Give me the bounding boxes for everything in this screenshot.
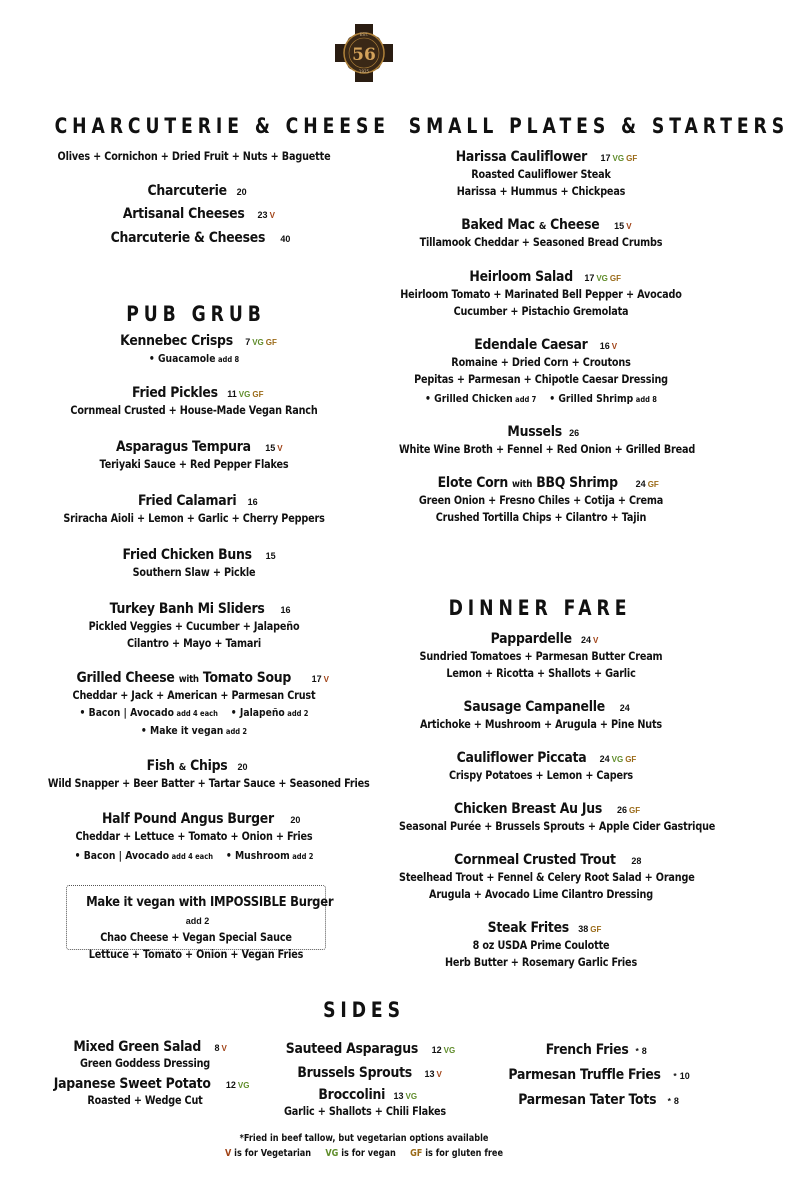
item-price: 24 bbox=[581, 635, 592, 645]
menu-item-trout bbox=[372, 851, 710, 903]
addon-price: add 4 each bbox=[176, 709, 218, 718]
item-name-connector: & bbox=[539, 221, 547, 232]
item-price: 40 bbox=[280, 234, 291, 244]
menu-item-elote bbox=[372, 474, 710, 526]
addon-row: • Make it vegan add 2 bbox=[140, 724, 248, 737]
vegan-tag: VG bbox=[252, 338, 264, 347]
item-name-part: Grilled Cheese bbox=[76, 670, 175, 686]
item-description: Pickled Veggies + Cucumber + Jalapeño bbox=[88, 619, 300, 633]
menu-item-mussels bbox=[372, 423, 710, 458]
legend-gf: GF bbox=[410, 1148, 423, 1159]
menu-item-burger bbox=[20, 810, 368, 865]
gluten-free-tag: GF bbox=[625, 755, 637, 764]
small-plates-heading: SMALL PLATES & STARTERS bbox=[408, 114, 789, 138]
charcuterie-heading: CHARCUTERIE & CHEESE bbox=[54, 114, 390, 138]
item-description: Roasted + Wedge Cut bbox=[87, 1093, 203, 1107]
addon-price: add 8 bbox=[218, 355, 240, 364]
vegan-tag: VG bbox=[596, 274, 608, 283]
menu-item-fish-chips bbox=[20, 757, 368, 792]
addon-price: add 7 bbox=[515, 395, 537, 404]
menu-item-piccata bbox=[372, 749, 710, 784]
item-price: 10 bbox=[679, 1071, 690, 1081]
item-name: Pappardelle bbox=[490, 631, 572, 647]
small-plates-section bbox=[372, 148, 710, 526]
menu-item-chicken-breast bbox=[372, 800, 716, 835]
item-description: Cheddar + Jack + American + Parmesan Crust bbox=[72, 688, 316, 702]
addon-label: Jalapeño bbox=[239, 706, 285, 719]
vegan-tag: VG bbox=[405, 1092, 418, 1101]
menu-item-calamari bbox=[20, 492, 368, 527]
addon-label: Grilled Chicken bbox=[434, 392, 513, 405]
addon-label: Make it vegan bbox=[150, 724, 224, 737]
item-name-connector: with bbox=[512, 479, 533, 490]
vegan-tag: VG bbox=[238, 390, 251, 399]
addon-price: add 4 each bbox=[171, 852, 213, 861]
side-sweet-potato bbox=[40, 1075, 250, 1108]
item-price: 16 bbox=[280, 605, 291, 615]
item-description: Crushed Tortilla Chips + Cilantro + Tajin bbox=[435, 510, 647, 524]
item-name: Charcuterie bbox=[147, 183, 228, 199]
item-name-part: Cheese bbox=[550, 217, 600, 233]
item-description: Tillamook Cheddar + Seasoned Bread Crumbs bbox=[419, 235, 663, 249]
item-price: add 2 bbox=[185, 916, 210, 926]
asterisk: * bbox=[667, 1096, 671, 1106]
item-name-part: Baked Mac bbox=[461, 217, 536, 233]
item-price: 16 bbox=[599, 341, 610, 351]
item-name: Chicken Breast Au Jus bbox=[453, 801, 602, 817]
item-name: Parmesan Truffle Fries bbox=[508, 1067, 661, 1083]
sides-middle-column bbox=[260, 1038, 470, 1119]
side-broccolini bbox=[260, 1086, 470, 1119]
footnote-fried: *Fried in beef tallow, but vegetarian options available bbox=[239, 1133, 489, 1144]
item-price: 15 bbox=[614, 221, 625, 231]
item-description: White Wine Broth + Fennel + Red Onion + Grilled Bread bbox=[399, 442, 696, 456]
item-description: Arugula + Avocado Lime Cilantro Dressing bbox=[429, 887, 653, 901]
item-name bbox=[438, 475, 618, 491]
item-price: 13 bbox=[424, 1069, 435, 1079]
item-name: French Fries bbox=[545, 1042, 629, 1058]
item-name: Mussels bbox=[507, 424, 562, 440]
sides-right-column bbox=[488, 1038, 698, 1113]
item-price: 38 bbox=[578, 924, 589, 934]
vegetarian-tag: V bbox=[323, 675, 329, 684]
gluten-free-tag: GF bbox=[626, 154, 638, 163]
side-brussels bbox=[260, 1062, 470, 1086]
item-name: Sausage Campanelle bbox=[463, 699, 606, 715]
menu-item-harissa bbox=[372, 148, 710, 200]
item-price: 12 bbox=[431, 1045, 442, 1055]
item-description: Sriracha Aioli + Lemon + Garlic + Cherry Peppers bbox=[63, 511, 325, 525]
item-price: 15 bbox=[265, 551, 276, 561]
item-price: 8 bbox=[641, 1046, 647, 1056]
menu-item-kennebec bbox=[20, 332, 368, 368]
gluten-free-tag: GF bbox=[647, 480, 659, 489]
item-description: Sundried Tomatoes + Parmesan Butter Cream bbox=[419, 649, 663, 663]
logo-year: 1925 bbox=[358, 69, 370, 74]
menu-item-pickles bbox=[20, 384, 368, 419]
item-name: Heirloom Salad bbox=[469, 269, 573, 285]
item-price: 13 bbox=[393, 1091, 404, 1101]
vegan-tag: VG bbox=[611, 755, 624, 764]
item-description: Lemon + Ricotta + Shallots + Garlic bbox=[446, 666, 636, 680]
vegan-tag: VG bbox=[443, 1046, 456, 1055]
pub-grub-heading: PUB GRUB bbox=[126, 302, 266, 326]
item-name: Mixed Green Salad bbox=[73, 1039, 202, 1055]
item-name: Fried Calamari bbox=[138, 493, 237, 509]
item-name: Steak Frites bbox=[487, 920, 569, 936]
item-description: Cheddar + Lettuce + Tomato + Onion + Fries bbox=[75, 829, 313, 843]
item-price: 24 bbox=[635, 479, 646, 489]
menu-item bbox=[20, 227, 368, 250]
item-name: Artisanal Cheeses bbox=[122, 206, 245, 222]
gluten-free-tag: GF bbox=[265, 338, 277, 347]
item-description: Garlic + Shallots + Chili Flakes bbox=[284, 1104, 446, 1118]
item-name: Fried Chicken Buns bbox=[122, 547, 253, 563]
logo-est: EST. bbox=[359, 32, 369, 37]
vegan-tag: VG bbox=[237, 1081, 250, 1090]
item-price: 24 bbox=[619, 703, 630, 713]
impossible-burger bbox=[66, 893, 334, 963]
menu-item-asparagus-tempura bbox=[20, 438, 368, 473]
menu-item-caesar bbox=[372, 336, 710, 408]
item-name: Kennebec Crisps bbox=[120, 333, 234, 349]
menu-item-heirloom bbox=[372, 268, 710, 320]
item-name: Half Pound Angus Burger bbox=[101, 811, 274, 827]
item-name: Charcuterie & Cheeses bbox=[110, 230, 265, 246]
item-price: 26 bbox=[616, 805, 627, 815]
logo-number: 56 bbox=[352, 45, 376, 65]
sides-heading: SIDES bbox=[323, 998, 405, 1022]
item-price: 17 bbox=[600, 153, 611, 163]
menu-item-steak-frites bbox=[372, 919, 710, 971]
vegetarian-tag: V bbox=[269, 211, 275, 220]
menu-item-sausage bbox=[372, 698, 710, 733]
asterisk: * bbox=[635, 1046, 639, 1056]
menu-item-grilled-cheese bbox=[20, 669, 368, 740]
item-name: Asparagus Tempura bbox=[116, 439, 252, 455]
addon-label: Mushroom bbox=[234, 849, 290, 862]
vegan-tag: VG bbox=[612, 154, 625, 163]
item-name: Sauteed Asparagus bbox=[285, 1041, 418, 1057]
side-mixed-salad bbox=[40, 1038, 250, 1071]
item-description: Heirloom Tomato + Marinated Bell Pepper + Avocado bbox=[400, 287, 682, 301]
footnote-legend bbox=[223, 1146, 505, 1161]
item-price: 28 bbox=[631, 856, 642, 866]
item-description: Lettuce + Tomato + Onion + Vegan Fries bbox=[88, 947, 304, 961]
dinner-fare-section bbox=[372, 630, 716, 971]
item-description: Seasonal Purée + Brussels Sprouts + Apple Cider Gastrique bbox=[399, 819, 716, 833]
item-description: Cilantro + Mayo + Tamari bbox=[126, 636, 262, 650]
restaurant-logo bbox=[333, 22, 395, 84]
item-price: 24 bbox=[599, 754, 610, 764]
menu-item-chicken-buns bbox=[20, 546, 368, 581]
item-name bbox=[77, 670, 292, 686]
addon-label: Guacamole bbox=[157, 352, 216, 365]
addon-price: add 8 bbox=[635, 395, 657, 404]
addon-label: Grilled Shrimp bbox=[558, 392, 634, 405]
side-truffle-fries bbox=[488, 1063, 698, 1088]
menu-item-pappardelle bbox=[372, 630, 710, 682]
item-name-part: Fish bbox=[147, 758, 176, 774]
item-price: 20 bbox=[237, 762, 248, 772]
item-description: Crispy Potatoes + Lemon + Capers bbox=[448, 768, 634, 782]
item-price: 11 bbox=[227, 389, 237, 399]
item-name: Turkey Banh Mi Sliders bbox=[110, 601, 265, 617]
legend-vg: VG bbox=[325, 1148, 339, 1159]
item-name: Parmesan Tater Tots bbox=[518, 1092, 657, 1108]
asterisk: * bbox=[673, 1071, 677, 1081]
item-name-part: Elote Corn bbox=[437, 475, 509, 491]
item-description: Chao Cheese + Vegan Special Sauce bbox=[100, 930, 292, 944]
item-name-part: BBQ Shrimp bbox=[536, 475, 619, 491]
item-price: 8 bbox=[214, 1043, 220, 1053]
item-name-connector: & bbox=[179, 762, 187, 773]
item-price: 26 bbox=[569, 428, 580, 438]
item-description: Green Onion + Fresno Chiles + Cotija + Crema bbox=[418, 493, 664, 507]
vegetarian-tag: V bbox=[626, 222, 632, 231]
vegetarian-tag: V bbox=[593, 636, 599, 645]
gluten-free-tag: GF bbox=[590, 925, 602, 934]
addon-row: • Bacon | Avocado add 4 each • Jalapeño add 2 bbox=[79, 706, 309, 719]
gluten-free-tag: GF bbox=[252, 390, 264, 399]
item-price: 17 bbox=[311, 674, 322, 684]
item-name: Broccolini bbox=[318, 1087, 386, 1103]
item-name-part: Chips bbox=[190, 758, 228, 774]
item-description: Southern Slaw + Pickle bbox=[132, 565, 256, 579]
item-description: Cornmeal Crusted + House-Made Vegan Ranch bbox=[70, 403, 318, 417]
item-description: 8 oz USDA Prime Coulotte bbox=[472, 938, 610, 952]
item-price: 20 bbox=[290, 815, 301, 825]
addon-row: • Grilled Chicken add 7 • Grilled Shrimp add 8 bbox=[425, 392, 657, 405]
item-name bbox=[147, 758, 228, 774]
item-description: Artichoke + Mushroom + Arugula + Pine Nuts bbox=[419, 717, 662, 731]
item-description: Steelhead Trout + Fennel & Celery Root Salad + Orange bbox=[399, 870, 695, 884]
item-description: Harissa + Hummus + Chickpeas bbox=[456, 184, 626, 198]
vegetarian-tag: V bbox=[221, 1044, 227, 1053]
item-name-connector: with bbox=[178, 674, 199, 685]
legend-vg-text: is for vegan bbox=[341, 1148, 396, 1159]
charcuterie-subtitle: Olives + Cornichon + Dried Fruit + Nuts + Baguette bbox=[57, 149, 331, 163]
item-description: Wild Snapper + Beer Batter + Tartar Sauce + Seasoned Fries bbox=[47, 776, 370, 790]
sides-left-column bbox=[40, 1038, 250, 1108]
item-price: 16 bbox=[247, 497, 258, 507]
vegetarian-tag: V bbox=[277, 444, 283, 453]
item-description: Roasted Cauliflower Steak bbox=[471, 167, 611, 181]
dinner-fare-heading: DINNER FARE bbox=[448, 596, 632, 620]
item-description: Green Goddess Dressing bbox=[79, 1056, 211, 1070]
item-price: 15 bbox=[265, 443, 276, 453]
item-description: Herb Butter + Rosemary Garlic Fries bbox=[444, 955, 638, 969]
vegetarian-tag: V bbox=[611, 342, 618, 351]
menu-item-mac-cheese bbox=[372, 216, 710, 251]
gluten-free-tag: GF bbox=[628, 806, 641, 815]
item-description: Pepitas + Parmesan + Chipotle Caesar Dressing bbox=[414, 372, 668, 386]
item-name-part: Tomato Soup bbox=[202, 670, 292, 686]
item-description: Romaine + Dried Corn + Croutons bbox=[451, 355, 631, 369]
vegetarian-tag: V bbox=[436, 1070, 442, 1079]
item-description: Teriyaki Sauce + Red Pepper Flakes bbox=[99, 457, 289, 471]
item-description: Cucumber + Pistachio Gremolata bbox=[453, 304, 629, 318]
footnote bbox=[200, 1131, 528, 1161]
menu-item bbox=[20, 180, 368, 203]
addon-label: Bacon | Avocado bbox=[88, 706, 175, 719]
item-name: Make it vegan with IMPOSSIBLE Burger bbox=[86, 894, 334, 910]
menu-item bbox=[20, 203, 368, 227]
item-price: 17 bbox=[584, 273, 595, 283]
item-name: Cornmeal Crusted Trout bbox=[453, 852, 616, 868]
item-price: 23 bbox=[257, 210, 268, 220]
item-price: 7 bbox=[245, 337, 251, 347]
item-name: Edendale Caesar bbox=[474, 337, 588, 353]
addon-label: Bacon | Avocado bbox=[83, 849, 170, 862]
item-price: 20 bbox=[236, 187, 247, 197]
gluten-free-tag: GF bbox=[609, 274, 621, 283]
item-name: Fried Pickles bbox=[131, 385, 218, 401]
item-price: 12 bbox=[225, 1080, 236, 1090]
addon-price: add 2 bbox=[225, 727, 248, 736]
charcuterie-section bbox=[20, 148, 368, 250]
side-asparagus bbox=[260, 1038, 470, 1062]
item-name: Japanese Sweet Potato bbox=[53, 1076, 211, 1092]
item-name: Brussels Sprouts bbox=[297, 1065, 413, 1081]
addon: • Guacamole add 8 bbox=[148, 352, 240, 365]
item-name: Cauliflower Piccata bbox=[456, 750, 587, 766]
legend-v-text: is for Vegetarian bbox=[234, 1148, 312, 1159]
pub-grub-section bbox=[20, 332, 368, 865]
side-french-fries bbox=[488, 1038, 698, 1063]
legend-gf-text: is for gluten free bbox=[425, 1148, 503, 1159]
item-price: 8 bbox=[673, 1096, 679, 1106]
item-name: Harissa Cauliflower bbox=[455, 149, 587, 165]
item-name bbox=[462, 217, 600, 233]
addon-row: • Bacon | Avocado add 4 each • Mushroom add 2 bbox=[74, 849, 314, 862]
addon-price: add 2 bbox=[292, 852, 314, 861]
menu-item-banh-mi bbox=[20, 600, 368, 652]
legend-v: V bbox=[225, 1148, 232, 1159]
side-tater-tots bbox=[488, 1088, 698, 1113]
addon-price: add 2 bbox=[287, 709, 309, 718]
